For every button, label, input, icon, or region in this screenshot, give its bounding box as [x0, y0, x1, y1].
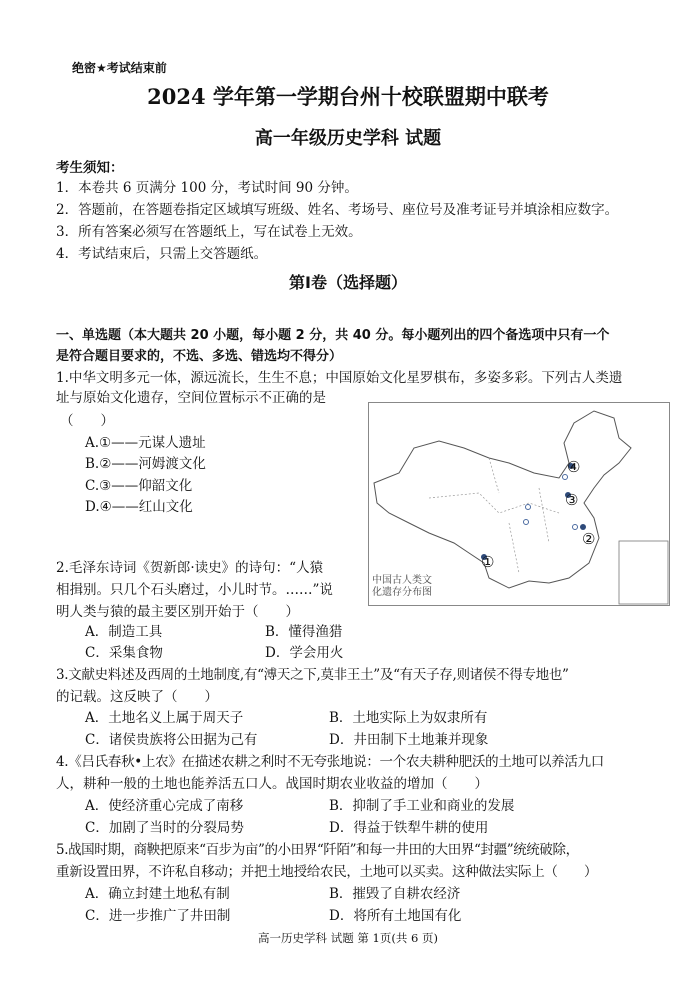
map-caption — [372, 575, 432, 599]
section-heading: 一、单选题（本大题共 20 小题，每小题 2 分，共 40 分。每小题列出的四个备选项中只有一个 — [56, 328, 610, 343]
q2-option-b: B．懂得渔猎 — [265, 624, 343, 640]
q1-option-b: B.②——河姆渡文化 — [85, 456, 206, 472]
notice-item: 1．本卷共 6 页满分 100 分，考试时间 90 分钟。 — [56, 180, 358, 196]
q5-stem: 5.战国时期，商鞅把原来“百步为亩”的小田界“阡陌”和每一井田的大田界“封疆”统统破除， — [56, 842, 579, 858]
notice-item: 4．考试结束后，只需上交答题纸。 — [56, 246, 268, 262]
q5-option-c: C．进一步推广了井田制 — [85, 908, 231, 924]
q4-option-a: A．使经济重心完成了南移 — [85, 798, 244, 814]
notice-item: 2．答题前，在答题卷指定区域填写班级、姓名、考场号、座位号及准考证号并填涂相应数字。 — [56, 202, 619, 218]
q1-stem-cont: 址与原始文化遗存，空间位置标示不正确的是 — [56, 390, 326, 406]
map-caption-line: 中国古人类文 — [372, 575, 432, 586]
q2-stem-cont: 明人类与猿的最主要区别开始于（ ） — [56, 604, 299, 620]
q1-answer-blank: （ ） — [60, 413, 114, 429]
china-map-figure — [368, 402, 670, 606]
q4-stem-cont: 人，耕种一般的土地也能养活五口人。战国时期农业收益的增加（ ） — [56, 776, 488, 792]
q5-option-a: A．确立封建土地私有制 — [85, 886, 230, 902]
notice-heading: 考生须知： — [56, 160, 124, 176]
map-caption-line: 化遗存分布图 — [372, 587, 432, 598]
q4-stem: 4.《吕氏春秋•上农》在描述农耕之利时不无夸张地说：一个农夫耕种肥沃的土地可以养活九口 — [56, 754, 604, 770]
map-marker-1: ① — [481, 553, 495, 571]
confidential-label: 绝密★考试结束前 — [72, 61, 167, 75]
q3-option-d: D．井田制下土地兼并现象 — [329, 732, 489, 748]
q2-option-c: C．采集食物 — [85, 645, 163, 661]
q3-stem: 3.文献史料述及西周的土地制度,有“溥天之下,莫非王土”及“有天子存,则诸侯不得专地也” — [56, 667, 569, 683]
q3-option-b: B．土地实际上为奴隶所有 — [329, 710, 488, 726]
notice-item: 3．所有答案必须写在答题纸上，写在试卷上无效。 — [56, 224, 362, 240]
map-marker-4: ④ — [567, 458, 581, 476]
q2-option-d: D．学会用火 — [265, 645, 344, 661]
q5-option-d: D．将所有土地国有化 — [329, 908, 462, 924]
exam-title: 2024 学年第一学期台州十校联盟期中联考 — [147, 84, 549, 109]
q5-option-b: B．摧毁了自耕农经济 — [329, 886, 461, 902]
q4-option-c: C．加剧了当时的分裂局势 — [85, 820, 244, 836]
q4-option-b: B．抑制了手工业和商业的发展 — [329, 798, 515, 814]
q2-option-a: A．制造工具 — [85, 624, 163, 640]
section-heading-cont: 是符合题目要求的，不选、多选、错选均不得分） — [56, 349, 343, 364]
q2-stem: 2.毛泽东诗词《贺新郎·读史》的诗句：“人猿 — [56, 560, 324, 576]
q1-option-a: A.①——元谋人遗址 — [85, 435, 206, 451]
part-heading: 第Ⅰ卷（选择题） — [289, 273, 407, 292]
map-marker-3: ③ — [565, 491, 579, 509]
q3-stem-cont: 的记载。这反映了（ ） — [56, 689, 218, 705]
q1-stem: 1.中华文明多元一体，源远流长，生生不息；中国原始文化星罗棋布，多姿多彩。下列古人类遗 — [56, 370, 623, 386]
exam-subtitle: 高一年级历史学科 试题 — [254, 128, 442, 149]
q1-option-c: C.③——仰韶文化 — [85, 478, 193, 494]
q5-stem-cont: 重新设置田界，不许私自移动；并把土地授给农民，土地可以买卖。这种做法实际上（ ） — [56, 864, 598, 880]
q1-option-d: D.④——红山文化 — [85, 499, 193, 515]
map-marker-2: ② — [582, 530, 596, 548]
q3-option-c: C．诸侯贵族将公田据为己有 — [85, 732, 258, 748]
page-footer: 高一历史学科 试题 第 1页(共 6 页) — [258, 931, 438, 945]
q3-option-a: A．土地名义上属于周天子 — [85, 710, 244, 726]
q4-option-d: D．得益于铁犁牛耕的使用 — [329, 820, 489, 836]
q2-stem-cont: 相揖别。只几个石头磨过，小儿时节。……”说 — [56, 582, 333, 598]
